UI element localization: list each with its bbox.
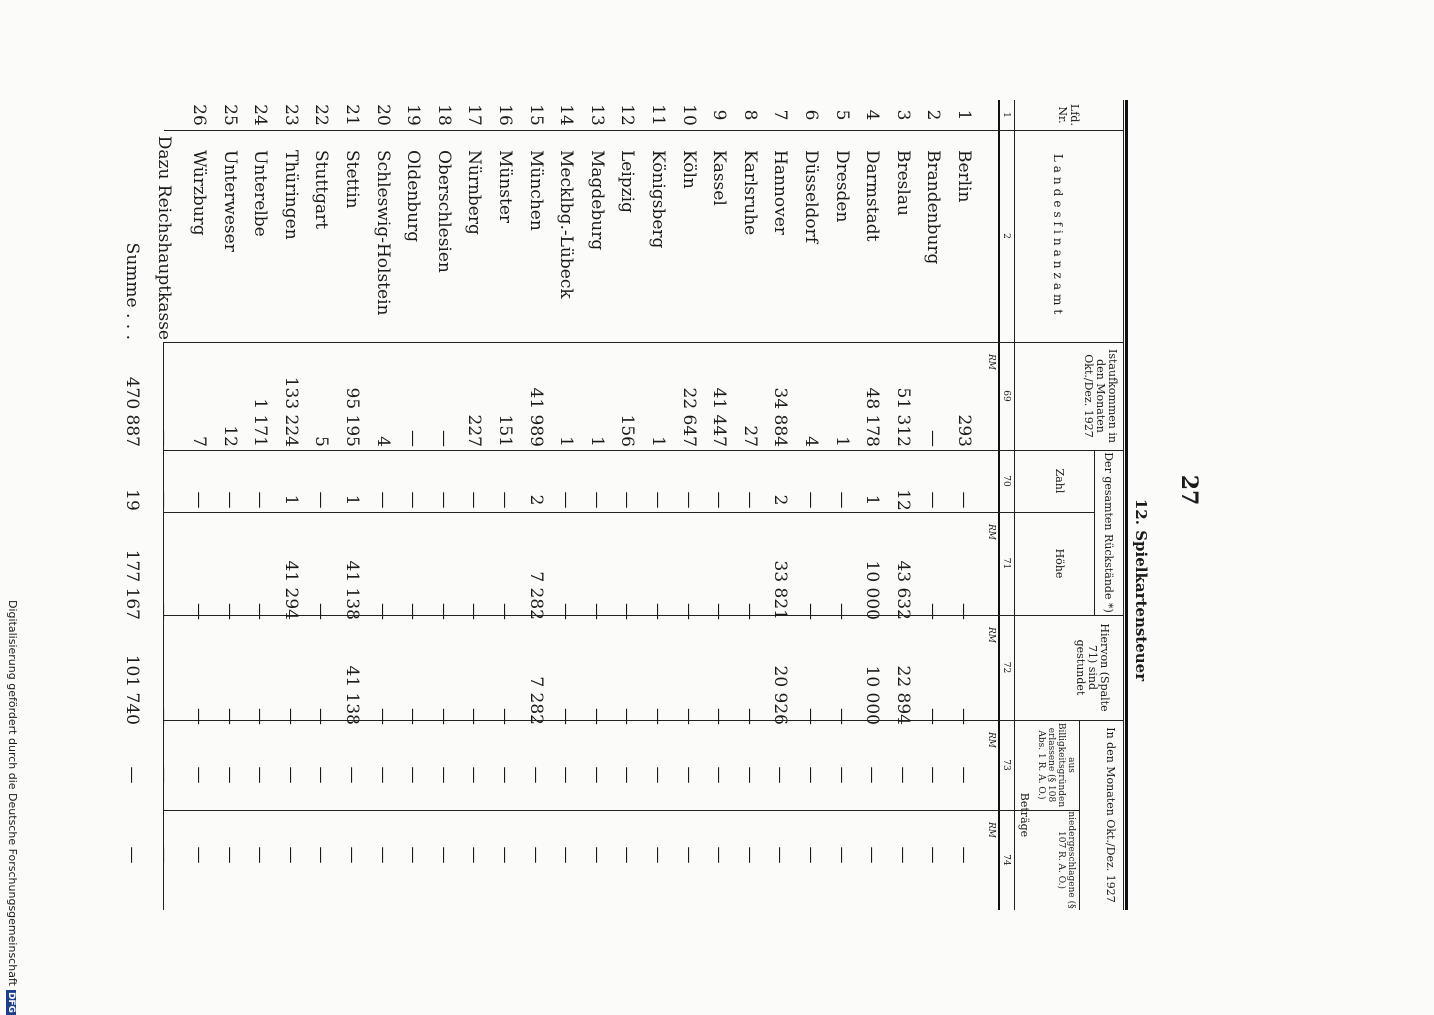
table-row: [673, 100, 705, 910]
cell-nr: 2: [923, 109, 944, 121]
cell-hoehe: —: [678, 603, 699, 620]
dfg-logo: DFG: [6, 991, 16, 1013]
unit-rm-73: RM: [986, 732, 996, 748]
cell-zahl: —: [556, 491, 577, 509]
summe-label: Summe . . .: [122, 242, 142, 340]
cell-hoehe: —: [954, 603, 974, 620]
cell-zahl: —: [586, 491, 607, 509]
cell-nr: 11: [648, 104, 668, 126]
cell-zahl: —: [739, 491, 760, 509]
header-istaufkommen: Istaufkommen in den Monaten Okt./Dez. 1927: [1082, 349, 1119, 443]
cell-hoehe: —: [709, 603, 730, 620]
cell-erl: —: [586, 766, 607, 784]
table-row: [397, 100, 429, 910]
cell-zahl: 2: [525, 494, 546, 506]
cell-erl: —: [862, 766, 883, 784]
cell-ist: 41 447: [709, 387, 730, 447]
digitization-credit: [3, 600, 21, 1013]
cell-nied: —: [342, 846, 362, 864]
cell-zahl: —: [403, 491, 424, 509]
cell-ist: 156: [617, 414, 638, 447]
cell-name: Mecklbg.-Lübeck: [556, 150, 577, 299]
cell-ist: —: [923, 430, 944, 447]
summe-ist: 470 887: [122, 376, 142, 447]
cell-ist: 48 178: [862, 387, 883, 447]
cell-ist: 293: [954, 414, 974, 447]
cell-nr: 20: [372, 104, 393, 126]
cell-name: Magdeburg: [586, 150, 607, 251]
cell-nied: —: [709, 846, 730, 864]
rotated-page: [50, 80, 1202, 909]
cell-nied: —: [678, 846, 699, 864]
cell-zahl: —: [433, 491, 454, 509]
cell-nr: 7: [770, 109, 791, 121]
cell-name: Karlsruhe: [739, 150, 760, 236]
cell-nied: —: [923, 846, 944, 864]
cell-nr: 13: [586, 104, 607, 126]
page-number: 27: [1176, 474, 1202, 506]
cell-nied: —: [831, 846, 852, 864]
cell-ist: 51 312: [892, 387, 913, 447]
cell-zahl: —: [831, 491, 852, 509]
cell-name: Leipzig: [617, 150, 638, 213]
cell-erl: —: [801, 766, 821, 784]
cell-nied: —: [862, 846, 883, 864]
cell-erl: —: [403, 766, 424, 784]
rule-header-bottom: [998, 100, 1000, 910]
cell-erl: —: [250, 766, 271, 784]
cell-nr: 4: [862, 109, 883, 121]
table-row: [520, 100, 552, 910]
reichshauptkasse-ist: —: [154, 430, 174, 447]
cell-hoehe: —: [923, 603, 944, 620]
cell-hoehe: —: [586, 603, 607, 620]
cell-name: Würzburg: [189, 150, 209, 236]
cell-zahl: 1: [280, 494, 301, 506]
cell-erl: —: [280, 766, 301, 784]
cell-nr: 22: [311, 104, 332, 126]
table-row: [244, 100, 276, 910]
cell-erl: —: [954, 766, 974, 784]
cell-hoehe: —: [403, 603, 424, 620]
colnum-71: 71: [1001, 557, 1011, 570]
table-row: [550, 100, 582, 910]
table-row: [275, 100, 307, 910]
header-landesfinanzamt: Landesfinanzamt: [1051, 153, 1065, 319]
cell-zahl: 12: [892, 489, 913, 511]
cell-erl: —: [617, 766, 638, 784]
cell-nr: 15: [525, 104, 546, 126]
cell-name: Nürnberg: [464, 150, 485, 235]
cell-name: Kassel: [709, 150, 730, 206]
cell-gest: —: [739, 708, 760, 725]
cell-name: Düsseldorf: [801, 150, 821, 244]
cell-name: Brandenburg: [923, 150, 944, 265]
header-hoehe: Höhe: [1053, 548, 1066, 579]
cell-nr: 3: [892, 109, 913, 121]
cell-hoehe: —: [617, 603, 638, 620]
cell-name: Köln: [678, 150, 699, 189]
rule-top-thin: [1123, 100, 1124, 910]
cell-erl: —: [923, 766, 944, 784]
cell-gest: —: [189, 708, 209, 725]
colnum-2: 2: [1001, 233, 1011, 239]
cell-erl: —: [739, 766, 760, 784]
cell-nr: 24: [250, 104, 271, 126]
summe-row: [116, 100, 148, 910]
cell-nied: —: [617, 846, 638, 864]
cell-hoehe: —: [433, 603, 454, 620]
table-row: [214, 100, 246, 910]
cell-hoehe: —: [464, 603, 485, 620]
header-monate: In den Monaten Okt./Dez. 1927: [1104, 727, 1117, 903]
cell-erl: —: [648, 766, 668, 784]
cell-ist: 27: [739, 425, 760, 447]
cell-erl: —: [709, 766, 730, 784]
header-rueckstaende: Der gesamten Rückstände *): [1102, 452, 1115, 613]
cell-nied: —: [189, 846, 209, 864]
cell-zahl: —: [648, 491, 668, 509]
cell-nr: 12: [617, 104, 638, 126]
cell-gest: —: [648, 708, 668, 725]
cell-gest: —: [954, 708, 974, 725]
cell-nr: 6: [801, 109, 821, 121]
cell-hoehe: —: [801, 603, 821, 620]
cell-ist: 4: [372, 436, 393, 447]
cell-name: Berlin: [954, 150, 974, 203]
cell-hoehe: —: [250, 603, 271, 620]
cell-nied: —: [311, 846, 332, 864]
cell-hoehe: —: [648, 603, 668, 620]
table-row: [183, 100, 215, 910]
reichshauptkasse-zahl: —: [154, 491, 174, 509]
rule-group-rueck: [1094, 450, 1095, 615]
cell-nied: —: [280, 846, 301, 864]
cell-ist: 41 989: [525, 387, 546, 447]
cell-nr: 16: [495, 104, 515, 126]
header-hiervon: Hiervon (Spalte 71) sind gestundet: [1074, 623, 1111, 712]
cell-nied: —: [892, 846, 913, 864]
cell-erl: —: [678, 766, 699, 784]
table-row: [887, 100, 919, 910]
cell-zahl: —: [617, 491, 638, 509]
cell-hoehe: —: [311, 603, 332, 620]
colnum-74: 74: [1001, 854, 1011, 866]
reichshauptkasse-hoehe: —: [154, 603, 174, 620]
reichshauptkasse-erl: —: [154, 766, 174, 784]
cell-hoehe: 43 632: [892, 560, 913, 620]
cell-gest: —: [709, 708, 730, 725]
colnum-1: 1: [1001, 112, 1011, 118]
colnum-70: 70: [1001, 475, 1011, 487]
cell-zahl: 2: [770, 494, 791, 506]
table-row: [826, 100, 858, 910]
cell-gest: —: [495, 708, 515, 725]
cell-nr: 23: [280, 104, 301, 126]
reichshauptkasse-label: Dazu Reichshauptkasse: [154, 135, 174, 340]
table-row: [489, 100, 521, 910]
cell-gest: —: [831, 708, 852, 725]
cell-ist: 7: [189, 436, 209, 447]
cell-zahl: —: [189, 491, 209, 509]
table-row: [305, 100, 337, 910]
table-row: [611, 100, 643, 910]
cell-zahl: —: [219, 491, 240, 509]
cell-nied: —: [954, 846, 974, 864]
colnum-69: 69: [1001, 390, 1011, 402]
cell-gest: 7 282: [525, 676, 546, 725]
cell-nr: 8: [739, 109, 760, 121]
unit-rm-74: RM: [986, 822, 996, 838]
cell-erl: —: [372, 766, 393, 784]
cell-erl: —: [831, 766, 852, 784]
cell-name: Breslau: [892, 150, 913, 216]
cell-zahl: 1: [342, 494, 362, 506]
cell-gest: —: [586, 708, 607, 725]
cell-ist: —: [403, 430, 424, 447]
cell-gest: —: [219, 708, 240, 725]
cell-ist: 12: [219, 425, 240, 447]
cell-gest: —: [801, 708, 821, 725]
header-zahl: Zahl: [1053, 468, 1066, 494]
header-niedergeschlagene: niedergeschlagene (§ 107 R. A. O.): [1056, 811, 1076, 909]
cell-nied: —: [403, 846, 424, 864]
colnum-72: 72: [1001, 661, 1011, 674]
cell-gest: —: [923, 708, 944, 725]
cell-nr: 1: [954, 109, 974, 121]
cell-ist: 34 884: [770, 387, 791, 447]
cell-hoehe: —: [556, 603, 577, 620]
cell-zahl: —: [954, 491, 974, 509]
cell-name: Stettin: [342, 150, 362, 209]
cell-gest: —: [556, 708, 577, 725]
cell-nied: —: [770, 846, 791, 864]
colnum-73: 73: [1001, 759, 1011, 771]
cell-gest: —: [678, 708, 699, 725]
cell-zahl: 1: [862, 494, 883, 506]
unit-rm-69: RM: [986, 354, 996, 370]
cell-erl: —: [342, 766, 362, 784]
reichshauptkasse-nied: —: [154, 846, 174, 864]
cell-gest: 41 138: [342, 665, 362, 725]
cell-nied: —: [219, 846, 240, 864]
cell-ist: —: [433, 430, 454, 447]
cell-ist: 1: [556, 436, 577, 447]
cell-gest: 22 894: [892, 665, 913, 725]
cell-hoehe: —: [739, 603, 760, 620]
cell-erl: —: [495, 766, 515, 784]
cell-nr: 25: [219, 104, 240, 126]
cell-gest: —: [372, 708, 393, 725]
cell-ist: 1: [831, 436, 852, 447]
cell-ist: 1: [648, 436, 668, 447]
cell-hoehe: —: [495, 603, 515, 620]
cell-erl: —: [556, 766, 577, 784]
cell-hoehe: 7 282: [525, 571, 546, 620]
cell-name: Dresden: [831, 150, 852, 223]
cell-name: Oldenburg: [403, 150, 424, 243]
cell-zahl: —: [801, 491, 821, 509]
table-row: [367, 100, 399, 910]
cell-name: Schleswig-Holstein: [372, 150, 393, 316]
cell-hoehe: 41 294: [280, 560, 301, 620]
table-row: [581, 100, 613, 910]
cell-zahl: —: [311, 491, 332, 509]
credit-text: Digitalisierung gefördert durch die Deutsche Forschungsgemeinschaft: [6, 600, 19, 986]
cell-name: Königsberg: [648, 150, 668, 249]
cell-hoehe: 33 821: [770, 560, 791, 620]
cell-hoehe: —: [219, 603, 240, 620]
cell-nr: 18: [433, 104, 454, 126]
cell-hoehe: —: [372, 603, 393, 620]
table-row: [703, 100, 735, 910]
cell-name: München: [525, 150, 546, 231]
table-row: [642, 100, 674, 910]
unit-rm-71: RM: [986, 524, 996, 540]
cell-ist: 5: [311, 436, 332, 447]
cell-ist: 151: [495, 414, 515, 447]
rule-top: [1125, 100, 1128, 910]
cell-gest: —: [617, 708, 638, 725]
cell-erl: —: [189, 766, 209, 784]
unit-rm-72: RM: [986, 627, 996, 643]
header-lfd-nr: Lfd. Nr.: [1056, 104, 1081, 126]
cell-ist: 227: [464, 414, 485, 447]
cell-zahl: —: [250, 491, 271, 509]
table-title: 12. Spielkartensteuer: [1132, 498, 1150, 682]
cell-erl: —: [464, 766, 485, 784]
summe-gest: 101 740: [122, 654, 142, 725]
cell-nied: —: [648, 846, 668, 864]
summe-nied: —: [122, 846, 142, 864]
cell-ist: 1: [586, 436, 607, 447]
cell-zahl: —: [923, 491, 944, 509]
cell-ist: 22 647: [678, 387, 699, 447]
summe-hoehe: 177 167: [122, 549, 142, 620]
cell-nied: —: [525, 846, 546, 864]
cell-nied: —: [801, 846, 821, 864]
cell-nr: 19: [403, 104, 424, 126]
cell-name: Münster: [495, 150, 515, 224]
cell-nied: —: [739, 846, 760, 864]
cell-nr: 21: [342, 104, 362, 126]
cell-hoehe: 10 000: [862, 560, 883, 620]
cell-erl: —: [433, 766, 454, 784]
cell-name: Darmstadt: [862, 150, 883, 242]
header-betraege: Beträge: [1018, 792, 1031, 838]
cell-hoehe: 41 138: [342, 560, 362, 620]
cell-nr: 10: [678, 104, 699, 126]
table-row: [764, 100, 796, 910]
cell-zahl: —: [464, 491, 485, 509]
cell-zahl: —: [678, 491, 699, 509]
table-row: [336, 100, 368, 910]
cell-erl: —: [892, 766, 913, 784]
cell-gest: —: [403, 708, 424, 725]
cell-ist: 4: [801, 436, 821, 447]
cell-name: Thüringen: [280, 150, 301, 240]
cell-ist: 133 224: [280, 376, 301, 447]
cell-erl: —: [219, 766, 240, 784]
cell-gest: —: [280, 708, 301, 725]
cell-ist: 1 171: [250, 398, 271, 447]
rule-group-monate: [1079, 720, 1080, 910]
rule-colnums-top: [1014, 100, 1015, 910]
cell-hoehe: —: [831, 603, 852, 620]
cell-gest: —: [250, 708, 271, 725]
cell-nied: —: [250, 846, 271, 864]
cell-name: Unterweser: [219, 150, 240, 252]
cell-nied: —: [586, 846, 607, 864]
table-row: [428, 100, 460, 910]
cell-gest: —: [464, 708, 485, 725]
cell-zahl: —: [709, 491, 730, 509]
table-row: [856, 100, 888, 910]
cell-zahl: —: [372, 491, 393, 509]
cell-gest: —: [433, 708, 454, 725]
cell-nr: 17: [464, 104, 485, 126]
table-row: [917, 100, 949, 910]
cell-erl: —: [525, 766, 546, 784]
cell-nied: —: [372, 846, 393, 864]
cell-gest: 10 000: [862, 665, 883, 725]
cell-nr: 5: [831, 109, 852, 121]
reichshauptkasse-row: [148, 100, 180, 910]
table-row: [458, 100, 490, 910]
header-erlassene: aus Billigkeitsgründen erlassene (§ 108 Abs. 1 R. A. O.): [1036, 722, 1076, 808]
cell-nied: —: [433, 846, 454, 864]
cell-hoehe: —: [189, 603, 209, 620]
cell-nied: —: [495, 846, 515, 864]
cell-gest: —: [311, 708, 332, 725]
cell-erl: —: [311, 766, 332, 784]
cell-gest: 20 926: [770, 665, 791, 725]
cell-name: Oberschlesien: [433, 150, 454, 273]
cell-nr: 26: [189, 104, 209, 126]
cell-nr: 14: [556, 104, 577, 126]
cell-name: Unterelbe: [250, 150, 271, 237]
cell-nied: —: [464, 846, 485, 864]
reichshauptkasse-gest: —: [154, 708, 174, 725]
table-row: [795, 100, 827, 910]
rule-sum: [163, 342, 164, 910]
summe-zahl: 19: [122, 489, 142, 511]
cell-ist: 95 195: [342, 387, 362, 447]
cell-nr: 9: [709, 109, 730, 121]
cell-name: Hannover: [770, 150, 791, 235]
table-row: [948, 100, 980, 910]
summe-erl: —: [122, 766, 142, 784]
cell-nied: —: [556, 846, 577, 864]
cell-erl: —: [770, 766, 791, 784]
cell-name: Stuttgart: [311, 150, 332, 230]
table-row: [734, 100, 766, 910]
cell-zahl: —: [495, 491, 515, 509]
